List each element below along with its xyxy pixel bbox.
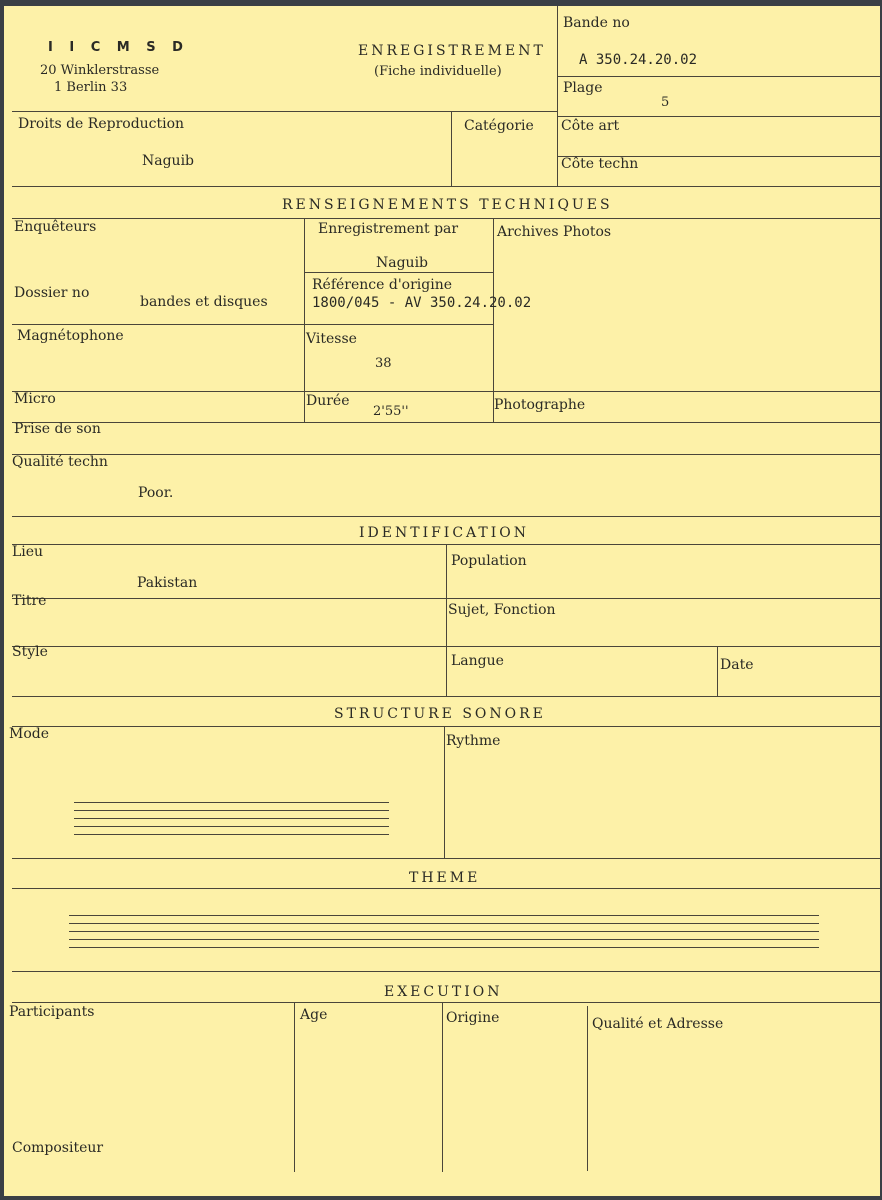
lieu-label: Lieu — [12, 544, 44, 560]
rule-prise-bottom — [12, 454, 880, 455]
duree-value: 2'55'' — [373, 404, 409, 419]
vitesse-value: 38 — [375, 356, 392, 371]
style-label: Style — [12, 644, 48, 660]
rule-execution-heading — [12, 1002, 880, 1003]
rule-rights-bottom — [12, 186, 880, 187]
rule-theme-heading — [12, 888, 880, 889]
droits-value: Naguib — [142, 153, 195, 169]
qualite-adresse-label: Qualité et Adresse — [592, 1016, 724, 1032]
rule-col-qualite — [587, 1006, 588, 1171]
structure-heading: STRUCTURE SONORE — [334, 706, 546, 722]
rythme-label: Rythme — [446, 733, 501, 749]
org-address-line1: 20 Winklerstrasse — [40, 63, 160, 78]
rule-col-categorie — [451, 111, 452, 187]
droits-label: Droits de Reproduction — [18, 116, 185, 132]
mode-staff-line — [74, 818, 389, 819]
form-subtitle: (Fiche individuelle) — [374, 64, 502, 79]
qualite-techn-label: Qualité techn — [12, 454, 108, 470]
mode-staff-line — [74, 826, 389, 827]
qualite-techn-value: Poor. — [138, 485, 174, 501]
technical-heading: RENSEIGNEMENTS TECHNIQUES — [282, 197, 613, 213]
micro-label: Micro — [14, 391, 56, 407]
langue-label: Langue — [451, 653, 504, 669]
prise-de-son-label: Prise de son — [14, 421, 101, 437]
org-address-line2: 1 Berlin 33 — [54, 80, 128, 95]
lieu-value: Pakistan — [137, 575, 198, 591]
date-label: Date — [720, 657, 754, 673]
magnetophone-label: Magnétophone — [17, 328, 124, 344]
rule-col-header — [557, 6, 558, 187]
plage-value: 5 — [661, 95, 670, 110]
plage-label: Plage — [563, 80, 603, 96]
rule-micro-bottom — [12, 422, 880, 423]
titre-label: Titre — [12, 593, 47, 609]
dossier-label: Dossier no — [14, 285, 90, 301]
cote-techn-label: Côte techn — [561, 156, 639, 172]
mode-staff-line — [74, 834, 389, 835]
identification-heading: IDENTIFICATION — [359, 525, 529, 541]
theme-staff-line — [69, 931, 819, 932]
age-label: Age — [300, 1007, 328, 1023]
categorie-label: Catégorie — [464, 118, 534, 134]
enregistrement-par-label: Enregistrement par — [318, 221, 459, 237]
rule-col-structure — [444, 726, 445, 859]
org-name: I I C M S D — [48, 40, 189, 55]
enregistrement-par-value: Naguib — [376, 255, 429, 271]
sujet-label: Sujet, Fonction — [448, 602, 556, 618]
rule-theme-bottom — [12, 971, 880, 972]
reference-label: Référence d'origine — [312, 277, 453, 293]
rule-structure-heading — [12, 726, 880, 727]
rule-header-bottom — [12, 111, 558, 112]
bande-value: A 350.24.20.02 — [579, 52, 698, 68]
rule-col-date — [717, 646, 718, 697]
rule-col-tech-right — [493, 218, 494, 423]
execution-heading: EXECUTION — [384, 984, 503, 1000]
theme-staff-line — [69, 915, 819, 916]
rule-vitesse-bottom — [12, 391, 880, 392]
record-card — [4, 6, 880, 1196]
rule-col-tech-mid — [304, 218, 305, 423]
mode-label: Mode — [9, 726, 50, 742]
participants-label: Participants — [9, 1004, 95, 1020]
bande-label: Bande no — [563, 15, 630, 31]
cote-art-label: Côte art — [561, 118, 620, 134]
rule-col-age — [294, 1002, 295, 1172]
archives-photos-label: Archives Photos — [497, 224, 612, 240]
vitesse-label: Vitesse — [306, 331, 357, 347]
origine-label: Origine — [446, 1010, 500, 1026]
theme-heading: THEME — [409, 870, 481, 886]
mode-staff-line — [74, 810, 389, 811]
rule-bande-bottom — [557, 76, 880, 77]
population-label: Population — [451, 553, 527, 569]
rule-dossier-bottom — [12, 324, 494, 325]
rule-qualite-bottom — [12, 516, 880, 517]
theme-staff-line — [69, 939, 819, 940]
rule-col-ident — [446, 544, 447, 697]
rule-enreg-par — [304, 272, 494, 273]
rule-col-origine — [442, 1002, 443, 1172]
theme-staff-line — [69, 947, 819, 948]
mode-staff-line — [74, 802, 389, 803]
rule-technical-heading — [12, 218, 880, 219]
form-title: ENREGISTREMENT — [358, 43, 546, 59]
rule-plage-bottom — [557, 116, 880, 117]
reference-value: 1800/045 - AV 350.24.20.02 — [312, 295, 532, 311]
compositeur-label: Compositeur — [12, 1140, 104, 1156]
duree-label: Durée — [306, 393, 350, 409]
rule-mode-bottom — [12, 858, 880, 859]
theme-staff-line — [69, 923, 819, 924]
enqueteurs-label: Enquêteurs — [14, 219, 97, 235]
photographe-label: Photographe — [494, 397, 586, 413]
dossier-value: bandes et disques — [140, 294, 268, 310]
